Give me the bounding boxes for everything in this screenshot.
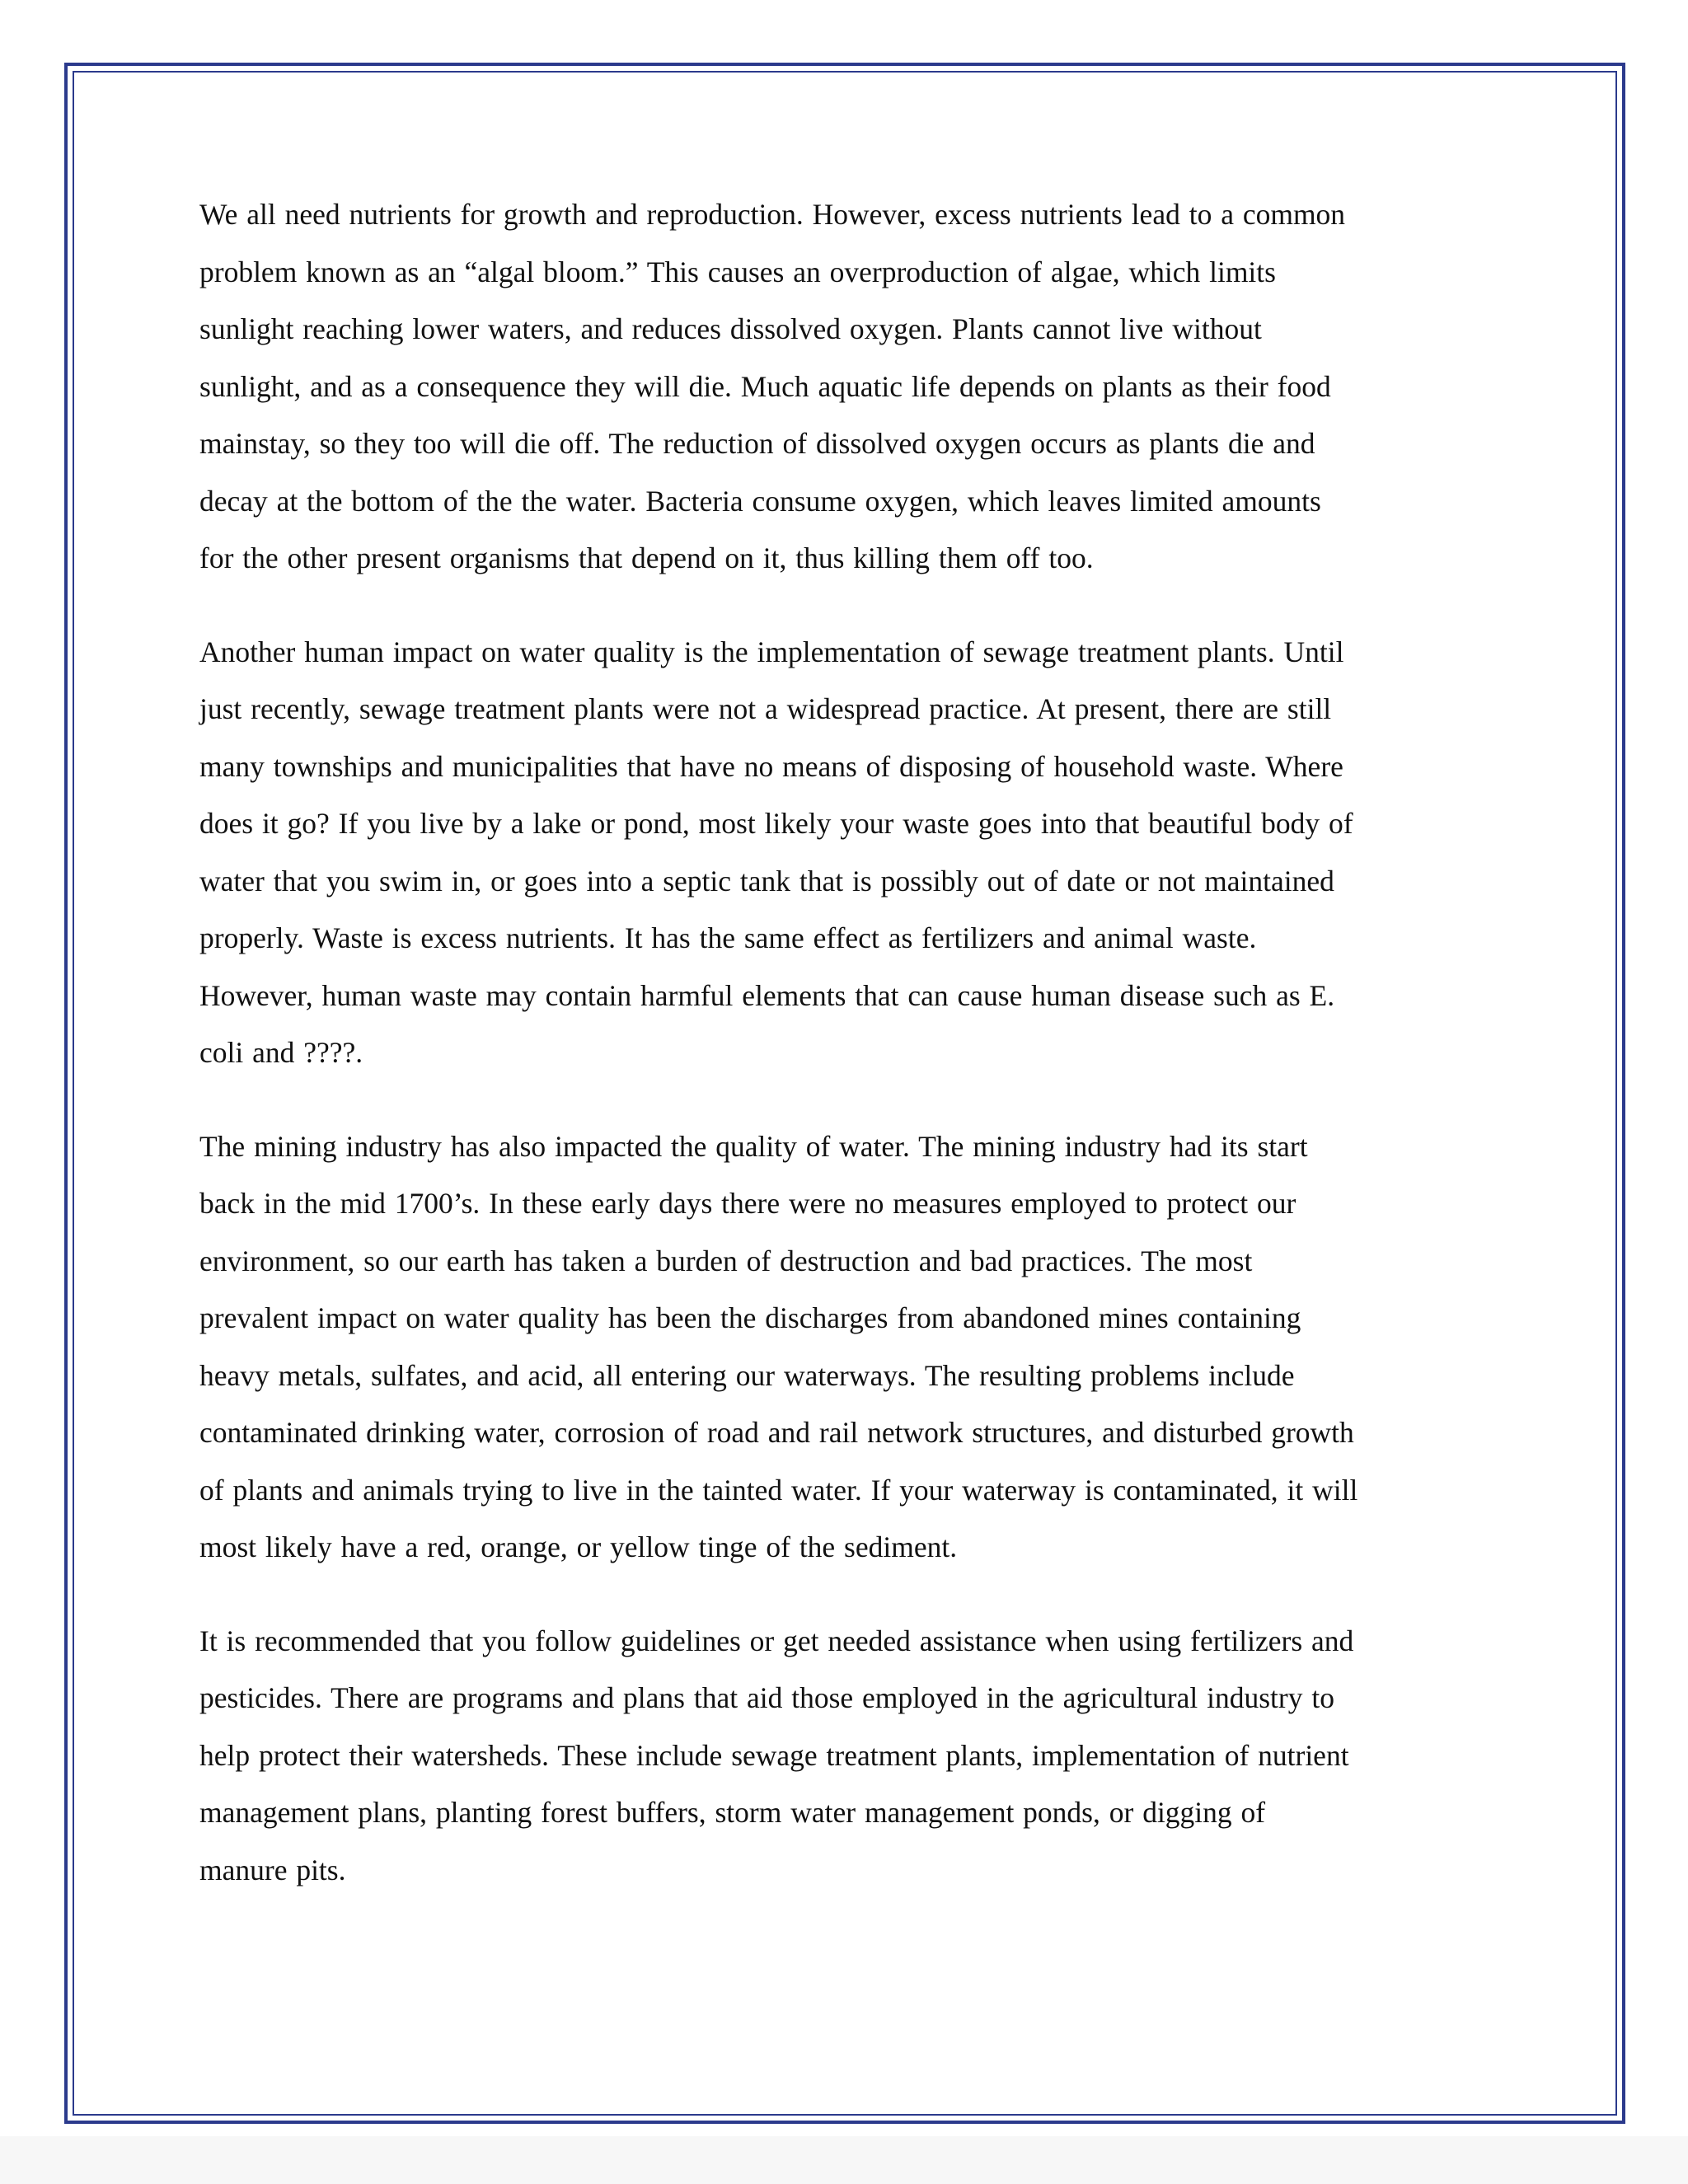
paragraph-recommendations	[199, 1613, 1485, 1900]
text-line: for the other present organisms that depend on it, thus killing them off too.	[199, 541, 1094, 574]
paragraph-mining	[199, 1118, 1485, 1577]
text-line: heavy metals, sulfates, and acid, all entering our waterways. The resulting problems include	[199, 1358, 1295, 1392]
text-line: coli and ????.	[199, 1036, 363, 1069]
text-line: back in the mid 1700’s. In these early days there were no measures employed to protect our	[199, 1187, 1296, 1220]
text-line: problem known as an “algal bloom.” This causes an overproduction of algae, which limits	[199, 255, 1276, 288]
text-line: prevalent impact on water quality has been the discharges from abandoned mines containing	[199, 1301, 1301, 1334]
page-background-strip	[0, 2136, 1688, 2184]
text-line: does it go? If you live by a lake or pond, most likely your waste goes into that beautiful body of	[199, 807, 1353, 840]
text-line: manure pits.	[199, 1853, 346, 1886]
text-line: contaminated drinking water, corrosion of road and rail network structures, and disturbed growth	[199, 1416, 1354, 1449]
text-line: However, human waste may contain harmful elements that can cause human disease such as E.	[199, 978, 1335, 1012]
text-line: The mining industry has also impacted the quality of water. The mining industry had its start	[199, 1129, 1308, 1163]
text-line: management plans, planting forest buffers, storm water management ponds, or digging of	[199, 1796, 1266, 1829]
text-line: mainstay, so they too will die off. The reduction of dissolved oxygen occurs as plants die and	[199, 427, 1315, 460]
text-line: pesticides. There are programs and plans that aid those employed in the agricultural industry to	[199, 1681, 1334, 1714]
paragraph-sewage	[199, 624, 1485, 1082]
text-line: help protect their watersheds. These include sewage treatment plants, implementation of nutrient	[199, 1738, 1349, 1772]
text-line: many townships and municipalities that have no means of disposing of household waste. Where	[199, 749, 1343, 783]
text-line: environment, so our earth has taken a burden of destruction and bad practices. The most	[199, 1244, 1253, 1277]
text-line: sunlight reaching lower waters, and reduces dissolved oxygen. Plants cannot live without	[199, 312, 1262, 345]
text-line: water that you swim in, or goes into a septic tank that is possibly out of date or not maintained	[199, 864, 1334, 898]
text-line: sunlight, and as a consequence they will die. Much aquatic life depends on plants as their food	[199, 369, 1331, 403]
document-body	[199, 186, 1485, 1935]
text-line: properly. Waste is excess nutrients. It has the same effect as fertilizers and animal waste.	[199, 921, 1257, 954]
text-line: It is recommended that you follow guidelines or get needed assistance when using fertilizers and	[199, 1624, 1354, 1657]
text-line: of plants and animals trying to live in the tainted water. If your waterway is contaminated, it will	[199, 1473, 1358, 1507]
text-line: decay at the bottom of the the water. Bacteria consume oxygen, which leaves limited amounts	[199, 484, 1321, 518]
text-line: just recently, sewage treatment plants were not a widespread practice. At present, there are still	[199, 692, 1332, 725]
text-line: We all need nutrients for growth and reproduction. However, excess nutrients lead to a common	[199, 198, 1346, 231]
text-line: Another human impact on water quality is the implementation of sewage treatment plants. Until	[199, 635, 1344, 668]
paragraph-nutrients	[199, 186, 1485, 588]
text-line: most likely have a red, orange, or yellow tinge of the sediment.	[199, 1530, 958, 1563]
